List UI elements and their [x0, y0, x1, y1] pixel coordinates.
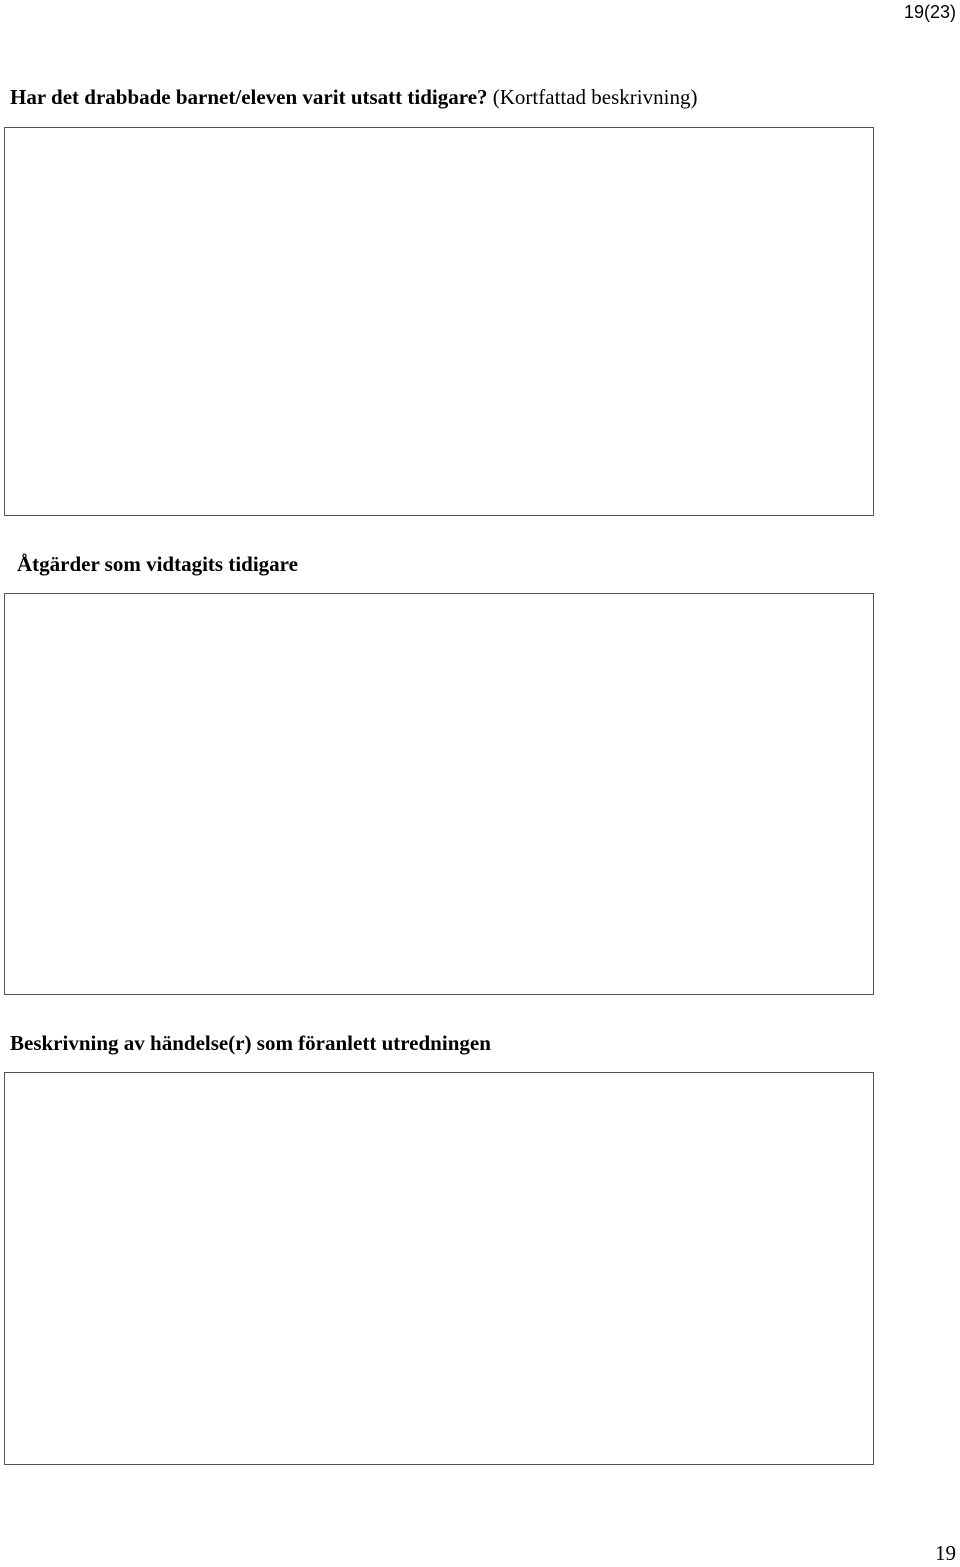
- page-number: 19: [935, 1541, 956, 1565]
- incident-description-field[interactable]: [5, 1073, 873, 1464]
- section-heading-note: (Kortfattad beskrivning): [492, 85, 698, 109]
- section-heading-text: Åtgärder som vidtagits tidigare: [17, 552, 298, 576]
- section-heading-incident-description: [10, 1031, 491, 1055]
- section-heading-text: Har det drabbade barnet/eleven varit utsatt tidigare?: [10, 85, 488, 109]
- page-indicator: 19(23): [903, 2, 956, 22]
- section-heading-previous-measures: [17, 552, 298, 576]
- previous-measures-answer-box[interactable]: [4, 593, 874, 995]
- incident-description-answer-box[interactable]: [4, 1072, 874, 1465]
- previous-exposure-answer-box[interactable]: [4, 127, 874, 516]
- section-heading-text: Beskrivning av händelse(r) som föranlett utredningen: [10, 1031, 491, 1055]
- previous-exposure-field[interactable]: [5, 128, 873, 515]
- previous-measures-field[interactable]: [5, 594, 873, 994]
- section-heading-previous-exposure: [10, 85, 697, 109]
